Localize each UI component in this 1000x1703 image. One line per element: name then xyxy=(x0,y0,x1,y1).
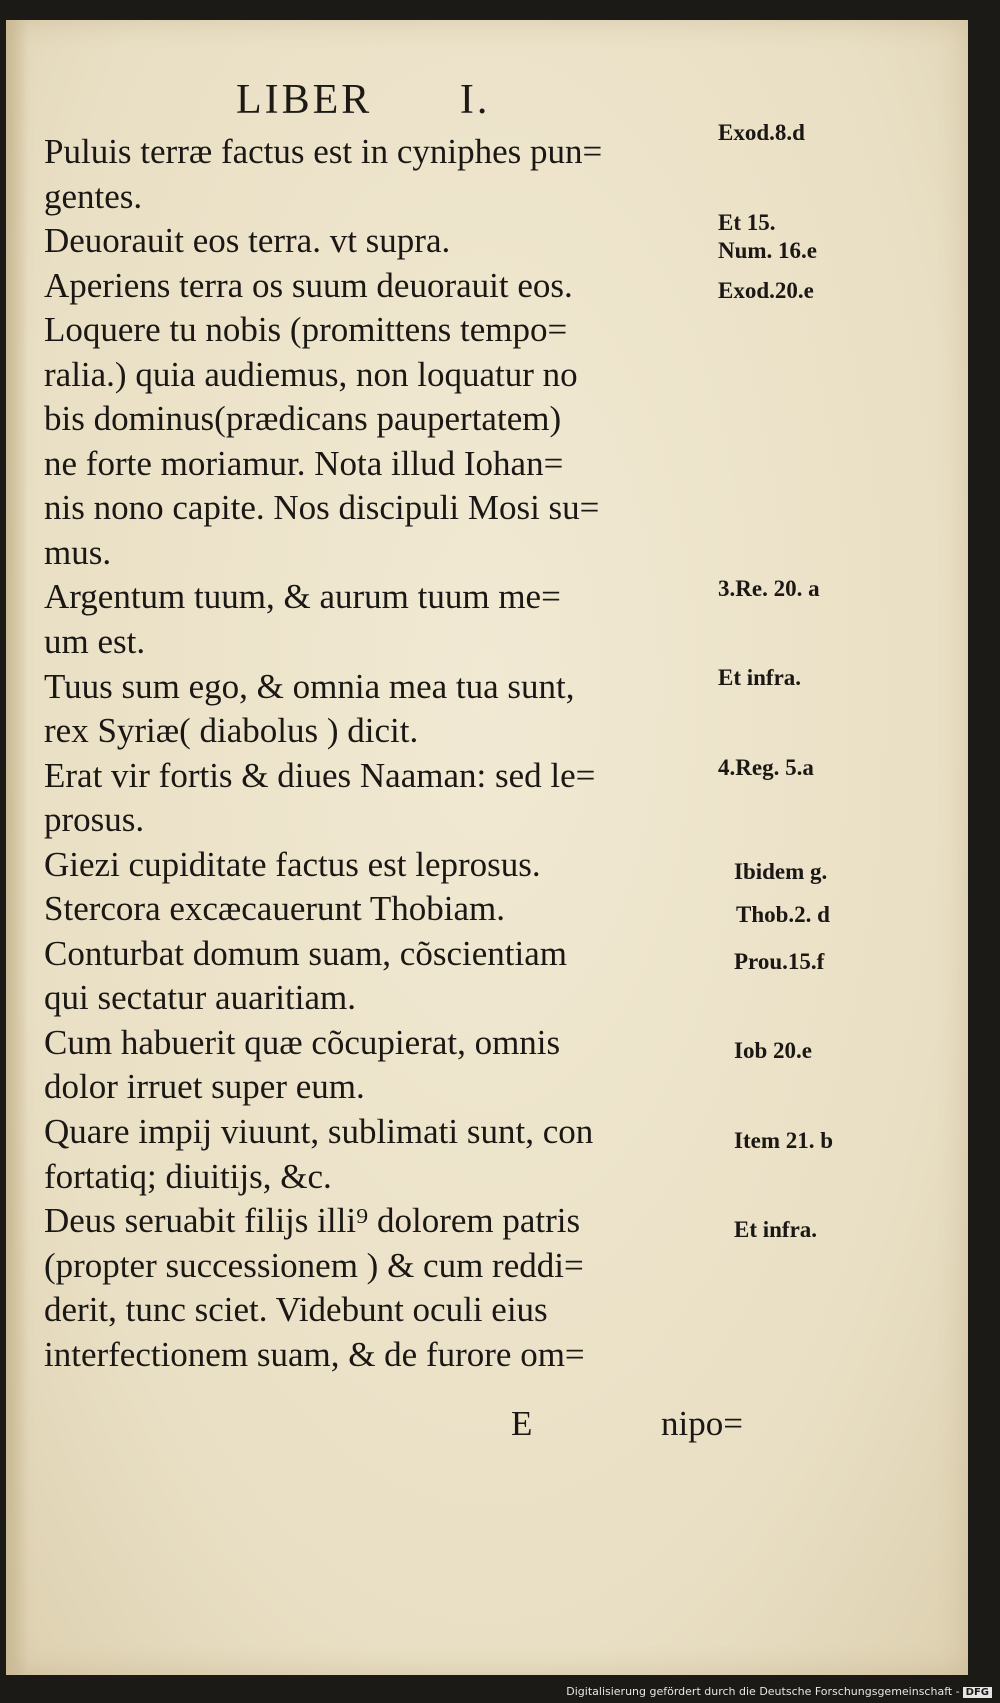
margin-note: Iob 20.e xyxy=(734,1038,812,1063)
text-line: qui sectatur auaritiam. xyxy=(44,978,356,1018)
text-line: Deus seruabit filijs illi⁹ dolorem patris xyxy=(44,1201,581,1241)
margin-note: Et 15. xyxy=(718,210,776,235)
text-line: Conturbat domum suam, cõscientiam xyxy=(44,933,567,973)
running-head-number: I. xyxy=(459,77,491,123)
text-line: Loquere tu nobis (promittens tempo= xyxy=(44,310,568,350)
margin-note: 4.Reg. 5.a xyxy=(718,755,814,780)
margin-note: Num. 16.e xyxy=(718,238,818,263)
page-spine-shadow xyxy=(6,20,28,1675)
book-page xyxy=(6,20,968,1675)
text-line: Deuorauit eos terra. vt supra. xyxy=(44,221,451,261)
text-line: derit, tunc sciet. Videbunt oculi eius xyxy=(44,1290,548,1330)
text-line: nis nono capite. Nos discipuli Mosi su= xyxy=(44,488,600,528)
text-line: interfectionem suam, & de furore om= xyxy=(44,1334,585,1374)
text-line: Stercora excæcauerunt Thobiam. xyxy=(44,889,505,929)
text-line: Aperiens terra os suum deuorauit eos. xyxy=(44,265,573,305)
margin-note: 3.Re. 20. a xyxy=(718,576,820,601)
catchword: nipo= xyxy=(661,1404,743,1443)
text-line: Tuus sum ego, & omnia mea tua sunt, xyxy=(44,666,575,706)
text-line: Erat vir fortis & diues Naaman: sed le= xyxy=(44,755,596,795)
margin-note: Thob.2. d xyxy=(736,902,830,927)
text-line: um est. xyxy=(44,622,146,662)
margin-note: Ibidem g. xyxy=(734,859,828,884)
text-line: prosus. xyxy=(44,800,145,840)
text-line: ne forte moriamur. Nota illud Iohan= xyxy=(44,443,564,483)
dfg-badge: DFG xyxy=(963,1687,992,1698)
text-line: gentes. xyxy=(44,176,143,216)
margin-note: Item 21. b xyxy=(734,1128,834,1153)
text-line: Giezi cupiditate factus est leprosus. xyxy=(44,844,541,884)
text-line: rex Syriæ( diabolus ) dicit. xyxy=(44,711,419,751)
margin-note: Exod.8.d xyxy=(718,120,805,145)
margin-note: Prou.15.f xyxy=(734,949,825,974)
text-line: Cum habuerit quæ cõcupierat, omnis xyxy=(44,1022,561,1062)
text-line: (propter successionem ) & cum reddi= xyxy=(44,1245,584,1285)
signature-mark: E xyxy=(511,1404,533,1443)
running-head xyxy=(236,76,490,124)
text-line: Puluis terræ factus est in cyniphes pun= xyxy=(44,132,603,171)
text-line: dolor irruet super eum. xyxy=(44,1067,365,1107)
margin-note: Et infra. xyxy=(734,1217,818,1242)
running-head-title: LIBER xyxy=(236,77,373,123)
text-line: bis dominus(prædicans paupertatem) xyxy=(44,399,562,439)
text-line: fortatiq; diuitijs, &c. xyxy=(44,1156,332,1196)
main-text-column xyxy=(44,130,724,1377)
digitization-footer xyxy=(566,1685,992,1698)
text-line: Argentum tuum, & aurum tuum me= xyxy=(44,577,561,617)
text-line: Quare impij viuunt, sublimati sunt, con xyxy=(44,1112,594,1152)
footer-text: Digitalisierung gefördert durch die Deutsche Forschungsgemeinschaft - xyxy=(566,1685,960,1698)
margin-note: Et infra. xyxy=(718,665,802,690)
text-line: ralia.) quia audiemus, non loquatur no xyxy=(44,354,578,394)
margin-note: Exod.20.e xyxy=(718,278,814,303)
text-line: mus. xyxy=(44,532,112,572)
